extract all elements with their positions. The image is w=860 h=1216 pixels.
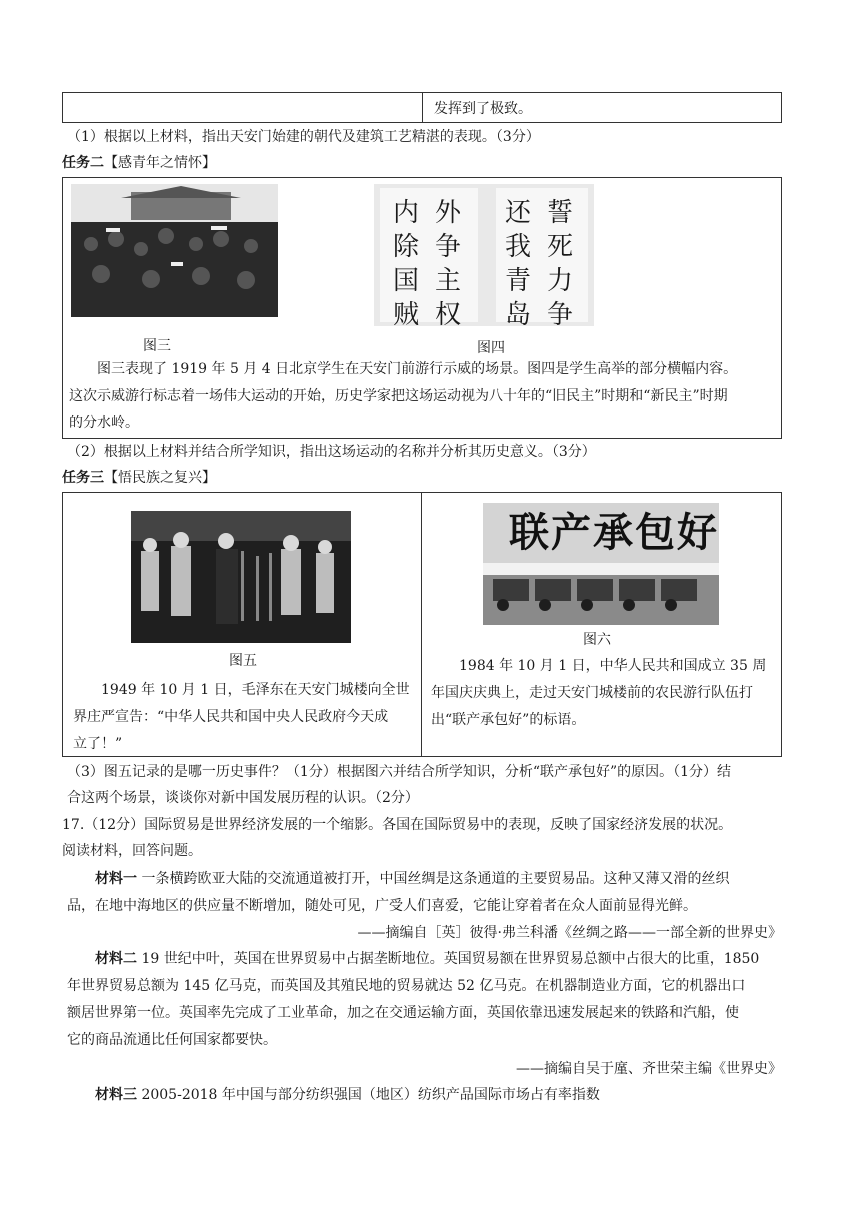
material2-line-4: 它的商品流通比任何国家都要快。	[67, 1032, 277, 1048]
top-table	[62, 92, 782, 123]
material3-label: 材料三	[95, 1087, 137, 1103]
figure4-banners	[374, 184, 594, 330]
material1	[67, 866, 787, 920]
task2-paragraph	[69, 356, 779, 437]
task3-box	[62, 492, 782, 757]
task2-label: 任务二	[62, 155, 104, 171]
top-table-divider	[422, 93, 423, 122]
figure6-text-line-1: 1984 年 10 月 1 日，中华人民共和国成立 35 周	[459, 658, 767, 674]
question-3-line-1: （3）图五记录的是哪一历史事件？（1分）根据图六并结合所学知识，分析“联产承包好”的原因。（1分）结	[67, 764, 732, 780]
figure5-founding-ceremony-photo	[131, 511, 351, 643]
question-2: （2）根据以上材料并结合所学知识，指出这场运动的名称并分析其历史意义。（3分）	[67, 444, 596, 460]
task3-label: 任务三	[62, 470, 104, 486]
figure5-text-line-1: 1949 年 10 月 1 日，毛泽东在天安门城楼向全世	[101, 682, 410, 698]
figure3-caption: 图三	[143, 338, 171, 354]
task3-heading	[62, 465, 784, 491]
material1-source: ——摘编自［英］彼得·弗兰科潘《丝绸之路——一部全新的世界史》	[357, 925, 782, 941]
figure6-paragraph	[431, 653, 776, 734]
material2-line-1: 材料二 19 世纪中叶，英国在世界贸易中占据垄断地位。英国贸易额在世界贸易总额中占很大的比重，1850	[95, 951, 760, 967]
banner-left-col2: 外争主权	[434, 198, 461, 330]
figure5-paragraph	[73, 677, 418, 758]
task2-text-line-1: 图三表现了 1919 年 5 月 4 日北京学生在天安门前游行示威的场景。图四是学生高举的部分横幅内容。	[97, 361, 738, 377]
figure5-text-line-2: 界庄严宣告：“中华人民共和国中央人民政府今天成	[73, 709, 389, 725]
task2-heading	[62, 150, 784, 176]
material2	[67, 946, 787, 1054]
material2-line-3: 额居世界第一位。英国率先完成了工业革命，加之在交通运输方面，英国依靠迅速发展起来的铁路和汽船，使	[67, 1005, 739, 1021]
task2-text-line-3: 的分水岭。	[69, 415, 139, 431]
figure5-caption: 图五	[229, 653, 257, 669]
top-table-right-cell: 发挥到了极致。	[434, 101, 532, 117]
figure6-text-line-2: 年国庆庆典上，走过天安门城楼前的农民游行队伍打	[431, 685, 753, 701]
question-17-line-2: 阅读材料，回答问题。	[62, 843, 202, 859]
material3-text: 2005-2018 年中国与部分纺织强国（地区）纺织产品国际市场占有率指数	[141, 1087, 600, 1103]
material3	[67, 1082, 787, 1109]
figure6-caption: 图六	[583, 632, 611, 648]
figure5-text-line-3: 立了！”	[73, 736, 123, 752]
figure6-text-line-3: 出“联产承包好”的标语。	[431, 712, 586, 728]
material1-line-1: 材料一 一条横跨欧亚大陆的交流通道被打开，中国丝绸是这条通道的主要贸易品。这种又薄又滑的丝织	[95, 871, 730, 887]
material2-label: 材料二	[95, 951, 137, 967]
figure5-photo-drawing	[131, 511, 351, 643]
figure6-parade-photo	[483, 503, 719, 625]
material2-line-2: 年世界贸易总额为 145 亿马克，而英国及其殖民地的贸易就达 52 亿马克。在机器制造业方面，它的机器出口	[67, 978, 746, 994]
banner-right-col2: 誓死力争	[546, 198, 573, 330]
material1-line-2: 品，在地中海地区的供应量不断增加，随处可见，广受人们喜爱，它能让穿着者在众人面前显得光鲜。	[67, 898, 697, 914]
task2-title: 【感青年之情怀】	[104, 155, 216, 171]
task3-divider	[421, 493, 422, 756]
banner-left-col1: 内除国贼	[392, 198, 419, 330]
figure3-photo-drawing	[71, 184, 278, 317]
task2-box	[62, 177, 782, 439]
question-1: （1）根据以上材料，指出天安门始建的朝代及建筑工艺精湛的表现。（3分）	[67, 129, 540, 145]
question-3-line-2: 合这两个场景，谈谈你对新中国发展历程的认识。（2分）	[67, 790, 419, 806]
figure4-caption: 图四	[477, 340, 505, 356]
banner-right-col1: 还我青岛	[504, 198, 531, 330]
task3-title: 【悟民族之复兴】	[104, 470, 216, 486]
material2-source: ——摘编自吴于廑、齐世荣主编《世界史》	[516, 1061, 782, 1077]
material1-label: 材料一	[95, 871, 137, 887]
figure6-sign-text: 联产承包好	[509, 509, 719, 556]
task2-text-line-2: 这次示威游行标志着一场伟大运动的开始，历史学家把这场运动视为八十年的“旧民主”时期和“新民主”时期	[69, 388, 728, 404]
figure3-protest-photo	[71, 184, 278, 317]
question-17-line-1: 17.（12分）国际贸易是世界经济发展的一个缩影。各国在国际贸易中的表现，反映了国家经济发展的状况。	[62, 817, 733, 833]
